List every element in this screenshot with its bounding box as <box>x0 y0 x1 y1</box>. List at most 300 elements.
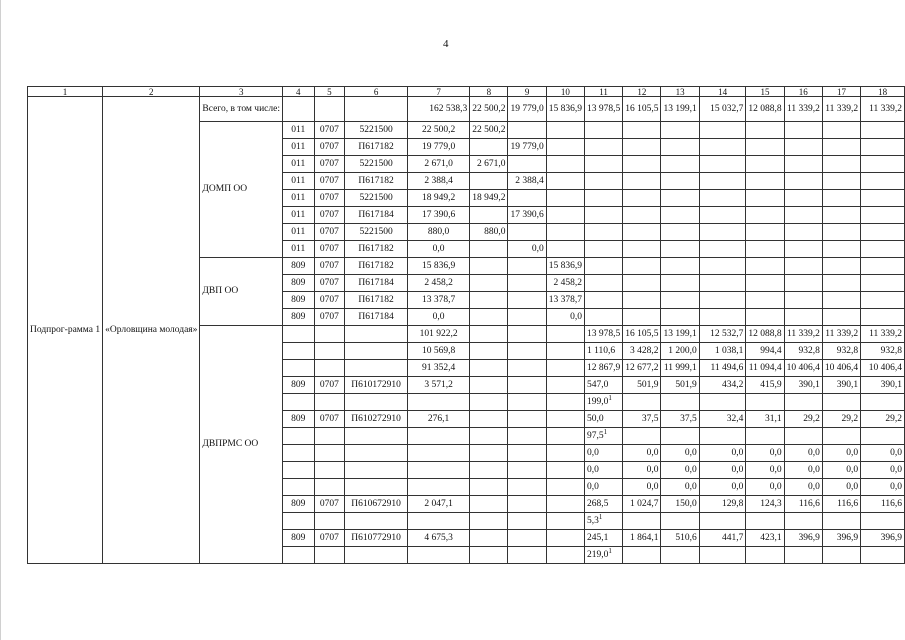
amount-year <box>699 428 746 445</box>
amount-year <box>861 547 905 564</box>
amount-value: 0,0 <box>890 464 902 475</box>
amount-year <box>746 462 784 479</box>
target-code: П617184 <box>345 309 408 326</box>
column-number: 13 <box>661 87 699 97</box>
amount-year <box>661 343 699 360</box>
grbs-code: 011 <box>282 190 314 207</box>
section-code <box>314 326 345 343</box>
amount-value: 994,4 <box>760 345 782 356</box>
total-value: 16 105,5 <box>623 97 661 122</box>
amount-value: 0,0 <box>808 464 820 475</box>
amount-value: 116,6 <box>798 498 820 509</box>
amount-value: 1 038,1 <box>714 345 744 356</box>
amount-value: 97,5 <box>586 430 604 441</box>
table-cell <box>584 156 622 173</box>
table-cell <box>470 462 508 479</box>
table-cell <box>470 360 508 377</box>
footnote-marker: 1 <box>608 546 612 555</box>
amount-value: 29,2 <box>841 413 859 424</box>
table-cell <box>584 207 622 224</box>
amount-year <box>746 547 784 564</box>
table-cell <box>623 275 661 292</box>
table-cell <box>470 547 508 564</box>
amount-year <box>784 428 822 445</box>
section-code <box>314 445 345 462</box>
amount-year <box>861 479 905 496</box>
table-cell <box>546 428 584 445</box>
total-value: 15 836,9 <box>546 97 584 122</box>
amount-year <box>546 173 584 190</box>
target-code <box>345 513 408 530</box>
amount-year <box>508 224 546 241</box>
table-cell <box>861 241 905 258</box>
amount-value: 510,6 <box>675 532 697 543</box>
amount-year <box>822 547 860 564</box>
amount-year <box>584 496 622 513</box>
amount-year <box>861 445 905 462</box>
amount-year <box>584 462 622 479</box>
amount-value: 390,1 <box>798 379 820 390</box>
amount-year <box>546 156 584 173</box>
target-code: П610172910 <box>345 377 408 394</box>
amount-value: 0,0 <box>731 447 744 458</box>
amount-value: 11 339,2 <box>869 328 902 339</box>
amount-total: 2 388,4 <box>407 173 469 190</box>
table-cell <box>623 241 661 258</box>
amount-value: 0,0 <box>808 481 820 492</box>
table-cell <box>822 309 860 326</box>
table-cell <box>699 292 746 309</box>
target-code: П617184 <box>345 207 408 224</box>
target-code: П617184 <box>345 275 408 292</box>
table-cell <box>584 241 622 258</box>
table-cell <box>508 360 546 377</box>
table-cell <box>546 394 584 411</box>
table-cell <box>470 530 508 547</box>
amount-value: 0,0 <box>846 464 859 475</box>
table-cell <box>661 224 699 241</box>
table-cell <box>746 156 784 173</box>
amount-total <box>407 547 469 564</box>
executor-label: ДВП ОО <box>200 258 283 326</box>
table-cell <box>746 309 784 326</box>
amount-value: 11 339,2 <box>825 328 859 339</box>
amount-year <box>822 411 860 428</box>
table-cell <box>470 411 508 428</box>
table-cell <box>508 462 546 479</box>
grbs-code: 011 <box>282 173 314 190</box>
amount-year <box>699 445 746 462</box>
table-cell <box>661 156 699 173</box>
table-cell <box>661 173 699 190</box>
table-cell <box>861 207 905 224</box>
amount-year <box>470 258 508 275</box>
target-code <box>345 343 408 360</box>
table-cell <box>546 513 584 530</box>
amount-value: 11 494,6 <box>710 362 744 373</box>
table-cell <box>746 207 784 224</box>
table-cell <box>661 309 699 326</box>
table-cell <box>699 309 746 326</box>
amount-year <box>699 411 746 428</box>
amount-year <box>784 479 822 496</box>
amount-value: 150,0 <box>675 498 697 509</box>
grbs-code <box>282 513 314 530</box>
amount-value: 0,0 <box>586 447 599 458</box>
amount-year <box>822 513 860 530</box>
amount-year <box>784 326 822 343</box>
amount-value: 547,0 <box>586 379 609 390</box>
table-cell <box>822 122 860 139</box>
amount-year <box>546 139 584 156</box>
amount-value: 10 406,4 <box>786 362 820 373</box>
target-code: П610272910 <box>345 411 408 428</box>
amount-year <box>470 292 508 309</box>
amount-year <box>784 377 822 394</box>
table-cell <box>470 428 508 445</box>
amount-year <box>623 411 661 428</box>
amount-value: 11 339,2 <box>787 328 820 339</box>
target-code: П617182 <box>345 258 408 275</box>
amount-year <box>699 513 746 530</box>
column-number: 2 <box>103 87 200 97</box>
amount-year <box>508 190 546 207</box>
table-cell <box>822 292 860 309</box>
table-cell <box>861 122 905 139</box>
amount-year <box>784 360 822 377</box>
section-code <box>314 513 345 530</box>
amount-year <box>546 190 584 207</box>
grbs-code: 011 <box>282 139 314 156</box>
amount-total: 0,0 <box>407 309 469 326</box>
grbs-code <box>282 360 314 377</box>
table-cell <box>546 360 584 377</box>
target-code: П610772910 <box>345 530 408 547</box>
grbs-code <box>282 445 314 462</box>
amount-total <box>407 513 469 530</box>
amount-year <box>623 326 661 343</box>
page-edge-line <box>0 0 1 640</box>
amount-year <box>861 530 905 547</box>
amount-year <box>661 445 699 462</box>
table-cell <box>584 275 622 292</box>
grbs-code: 011 <box>282 207 314 224</box>
table-cell <box>470 343 508 360</box>
section-code <box>314 428 345 445</box>
table-cell <box>314 97 345 122</box>
table-cell <box>661 190 699 207</box>
table-cell <box>784 224 822 241</box>
amount-year <box>623 462 661 479</box>
table-body <box>28 87 905 564</box>
amount-value: 199,0 <box>586 396 609 407</box>
amount-year <box>861 496 905 513</box>
amount-year <box>822 394 860 411</box>
table-cell <box>822 275 860 292</box>
total-value: 11 339,2 <box>822 97 860 122</box>
footnote-marker: 1 <box>603 427 608 436</box>
amount-year <box>699 547 746 564</box>
grbs-code <box>282 394 314 411</box>
amount-year <box>661 462 699 479</box>
amount-value: 0,0 <box>646 464 659 475</box>
amount-year <box>661 496 699 513</box>
amount-year <box>546 122 584 139</box>
amount-year <box>784 462 822 479</box>
amount-value: 0,0 <box>684 464 697 475</box>
amount-value: 12 867,9 <box>586 362 621 373</box>
column-number: 15 <box>746 87 784 97</box>
table-cell <box>746 139 784 156</box>
amount-year <box>623 496 661 513</box>
amount-total: 4 675,3 <box>407 530 469 547</box>
amount-year <box>661 411 699 428</box>
grbs-code <box>282 343 314 360</box>
amount-year <box>746 530 784 547</box>
amount-year <box>746 394 784 411</box>
amount-value: 0,0 <box>846 481 859 492</box>
amount-value: 245,1 <box>586 532 609 543</box>
amount-value: 219,0 <box>586 549 609 560</box>
table-cell <box>746 190 784 207</box>
amount-total <box>407 428 469 445</box>
amount-total: 2 047,1 <box>407 496 469 513</box>
table-cell <box>470 377 508 394</box>
amount-total: 10 569,8 <box>407 343 469 360</box>
amount-value: 124,3 <box>760 498 782 509</box>
amount-year <box>584 360 622 377</box>
table-cell <box>784 275 822 292</box>
table-cell <box>784 292 822 309</box>
amount-value: 501,9 <box>637 379 659 390</box>
amount-value: 32,4 <box>726 413 744 424</box>
amount-year <box>470 309 508 326</box>
amount-year <box>784 513 822 530</box>
amount-value: 11 094,4 <box>748 362 782 373</box>
amount-year <box>861 360 905 377</box>
amount-total: 15 836,9 <box>407 258 469 275</box>
table-cell <box>784 139 822 156</box>
amount-total <box>407 462 469 479</box>
amount-year <box>699 496 746 513</box>
amount-year <box>746 428 784 445</box>
table-cell <box>746 258 784 275</box>
table-cell <box>746 275 784 292</box>
target-code: П610672910 <box>345 496 408 513</box>
table-cell <box>699 207 746 224</box>
amount-value: 31,1 <box>765 413 782 424</box>
grbs-code: 809 <box>282 496 314 513</box>
amount-year <box>584 343 622 360</box>
total-value: 22 500,2 <box>470 97 508 122</box>
amount-value: 0,0 <box>586 464 599 475</box>
amount-year <box>470 207 508 224</box>
amount-year <box>508 122 546 139</box>
amount-year <box>746 513 784 530</box>
amount-total: 17 390,6 <box>407 207 469 224</box>
table-cell <box>699 122 746 139</box>
amount-year <box>861 411 905 428</box>
table-cell <box>822 224 860 241</box>
table-cell <box>661 122 699 139</box>
table-cell <box>784 207 822 224</box>
grbs-code <box>282 462 314 479</box>
amount-value: 116,6 <box>837 498 859 509</box>
amount-year <box>746 479 784 496</box>
amount-value: 10 406,4 <box>824 362 859 373</box>
grbs-code: 011 <box>282 122 314 139</box>
table-cell <box>508 496 546 513</box>
amount-value: 423,1 <box>760 532 782 543</box>
table-cell <box>546 411 584 428</box>
amount-value: 29,2 <box>803 413 820 424</box>
section-code: 0707 <box>314 309 345 326</box>
table-cell <box>508 343 546 360</box>
amount-value: 396,9 <box>880 532 902 543</box>
amount-value: 0,0 <box>731 464 744 475</box>
amount-year: 15 836,9 <box>546 258 584 275</box>
amount-year <box>661 513 699 530</box>
amount-year <box>584 377 622 394</box>
table-cell <box>822 207 860 224</box>
table-cell <box>623 156 661 173</box>
table-cell <box>784 241 822 258</box>
table-cell <box>784 190 822 207</box>
table-cell <box>508 479 546 496</box>
amount-year <box>699 377 746 394</box>
amount-value: 0,0 <box>846 447 859 458</box>
target-code <box>345 445 408 462</box>
section-code <box>314 343 345 360</box>
grbs-code <box>282 479 314 496</box>
amount-year: 2 671,0 <box>470 156 508 173</box>
table-cell <box>661 258 699 275</box>
table-cell <box>861 275 905 292</box>
target-code: 5221500 <box>345 224 408 241</box>
amount-year <box>699 394 746 411</box>
section-code: 0707 <box>314 224 345 241</box>
amount-value: 5,3 <box>586 515 599 526</box>
amount-year <box>584 445 622 462</box>
table-cell <box>508 394 546 411</box>
amount-year <box>584 479 622 496</box>
amount-year: 18 949,2 <box>470 190 508 207</box>
amount-year <box>699 530 746 547</box>
table-cell <box>623 122 661 139</box>
budget-table <box>27 86 905 564</box>
amount-value: 1 024,7 <box>629 498 659 509</box>
amount-value: 13 978,5 <box>586 328 621 339</box>
grbs-code <box>282 547 314 564</box>
table-cell <box>784 258 822 275</box>
target-code <box>345 462 408 479</box>
amount-total: 2 671,0 <box>407 156 469 173</box>
table-cell <box>861 309 905 326</box>
table-cell <box>699 275 746 292</box>
table-cell <box>623 173 661 190</box>
amount-year <box>623 479 661 496</box>
grbs-code: 011 <box>282 224 314 241</box>
amount-year <box>623 530 661 547</box>
amount-year <box>861 343 905 360</box>
amount-value: 932,8 <box>798 345 820 356</box>
amount-value: 434,2 <box>722 379 744 390</box>
amount-year <box>623 343 661 360</box>
amount-year: 22 500,2 <box>470 122 508 139</box>
amount-year <box>746 343 784 360</box>
amount-year <box>699 343 746 360</box>
column-number: 8 <box>470 87 508 97</box>
amount-total: 19 779,0 <box>407 139 469 156</box>
total-row <box>28 97 905 122</box>
amount-year <box>584 326 622 343</box>
amount-value: 0,0 <box>646 481 659 492</box>
amount-year: 2 388,4 <box>508 173 546 190</box>
section-code: 0707 <box>314 122 345 139</box>
amount-year <box>746 377 784 394</box>
amount-value: 0,0 <box>769 447 782 458</box>
table-cell <box>470 326 508 343</box>
table-cell <box>508 547 546 564</box>
table-cell <box>699 241 746 258</box>
table-cell <box>546 547 584 564</box>
table-cell <box>584 292 622 309</box>
column-number: 14 <box>699 87 746 97</box>
amount-year <box>623 394 661 411</box>
header-row <box>28 87 905 97</box>
amount-year <box>861 428 905 445</box>
table-cell <box>861 258 905 275</box>
target-code: П617182 <box>345 139 408 156</box>
section-code <box>314 547 345 564</box>
amount-value: 1 864,1 <box>629 532 659 543</box>
table-cell <box>861 139 905 156</box>
amount-year <box>746 326 784 343</box>
amount-value: 268,5 <box>586 498 609 509</box>
amount-year <box>623 445 661 462</box>
target-code: П617182 <box>345 241 408 258</box>
column-number: 6 <box>345 87 408 97</box>
section-code: 0707 <box>314 190 345 207</box>
amount-year <box>470 241 508 258</box>
table-cell <box>699 224 746 241</box>
table-cell <box>508 411 546 428</box>
amount-year <box>661 326 699 343</box>
target-code: П617182 <box>345 173 408 190</box>
table-cell <box>623 224 661 241</box>
target-code: П617182 <box>345 292 408 309</box>
total-value: 13 199,1 <box>661 97 699 122</box>
amount-year <box>508 275 546 292</box>
amount-year <box>508 292 546 309</box>
amount-total: 276,1 <box>407 411 469 428</box>
total-label: Всего, в том числе: <box>200 97 283 122</box>
table-cell <box>508 377 546 394</box>
table-cell <box>623 207 661 224</box>
amount-year <box>661 530 699 547</box>
amount-year <box>861 394 905 411</box>
amount-value: 29,2 <box>885 413 902 424</box>
table-cell <box>584 258 622 275</box>
table-cell <box>546 530 584 547</box>
target-code <box>345 394 408 411</box>
amount-value: 0,0 <box>890 447 902 458</box>
table-cell <box>546 377 584 394</box>
amount-year <box>822 530 860 547</box>
table-cell <box>282 97 314 122</box>
amount-year <box>784 496 822 513</box>
amount-year: 13 378,7 <box>546 292 584 309</box>
